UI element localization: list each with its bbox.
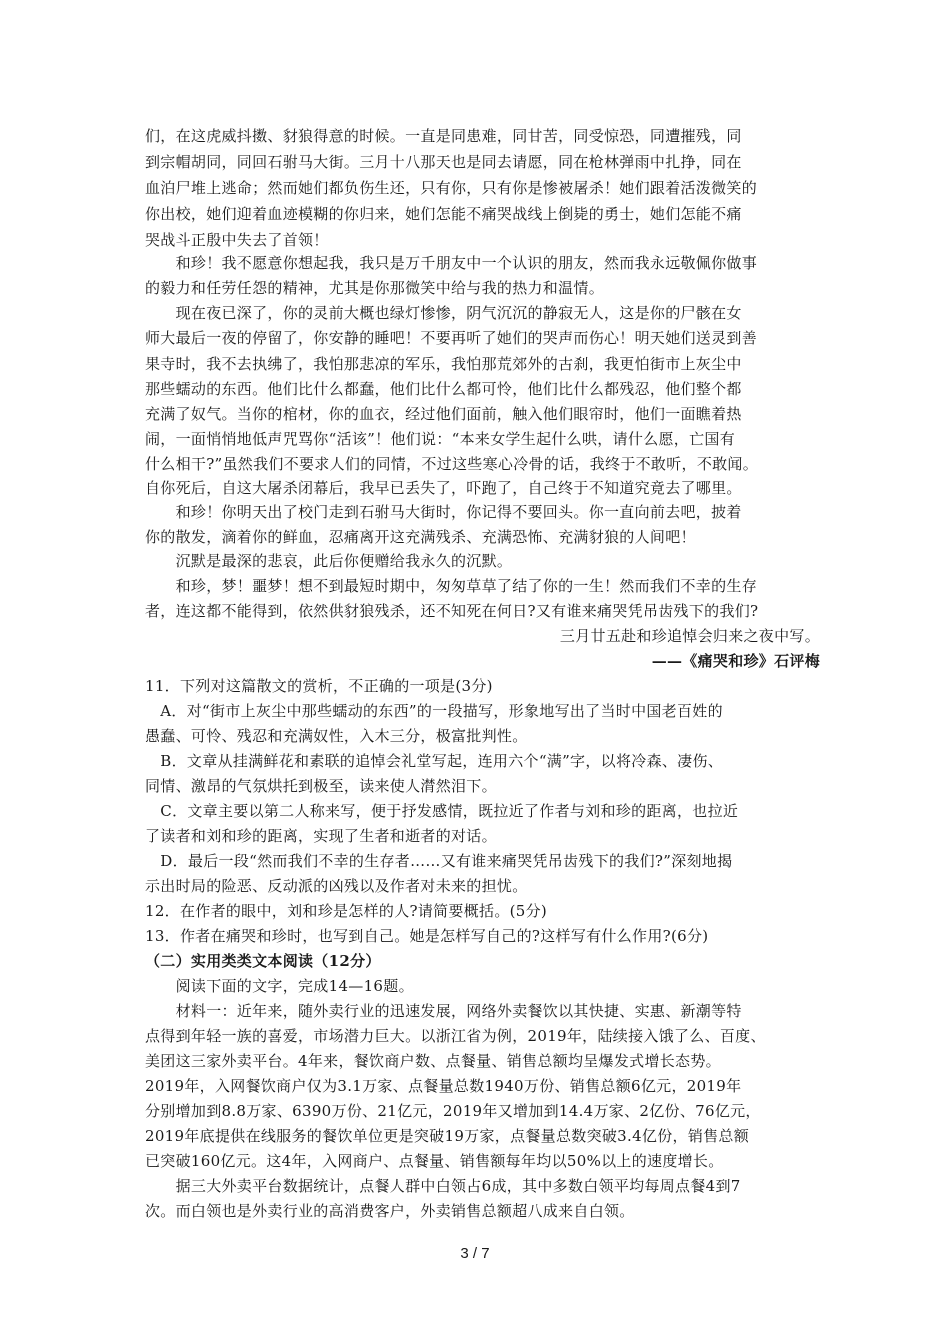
essay-line: 沉默是最深的悲哀，此后你便赠给我永久的沉默。 [145,552,513,570]
option-b-line: 同情、激昂的气氛烘托到极至，读来使人潸然泪下。 [145,777,497,795]
question-13: 13．作者在痛哭和珍时，也写到自己。她是怎样写自己的?这样写有什么作用?(6分) [145,927,709,945]
option-c-line: 了读者和刘和珍的距离，实现了生者和逝者的对话。 [145,827,497,845]
essay-line: 你出校，她们迎着血迹模糊的你归来，她们怎能不痛哭战线上倒毙的勇士，她们怎能不痛 [145,205,742,223]
essay-line: 现在夜已深了，你的灵前大概也绿灯惨惨，阴气沉沉的静寂无人，这是你的尸骸在女 [145,304,742,322]
essay-line: 果寺时，我不去执绋了，我怕那悲凉的军乐，我怕那荒郊外的古刹，我更怕街市上灰尘中 [145,355,742,373]
material-line: 2019年，入网餐饮商户仅为3.1万家、点餐量总数1940万份、销售总额6亿元，2019年 [145,1077,742,1095]
question-11: 11．下列对这篇散文的赏析，不正确的一项是(3分) [145,677,493,695]
essay-line: 师大最后一夜的停留了，你安静的睡吧！不要再听了她们的哭声而伤心！明天她们送灵到善 [145,329,758,347]
material-line: 点得到年轻一族的喜爱，市场潜力巨大。以浙江省为例，2019年，陆续接入饿了么、百度、 [145,1027,766,1045]
material-line: 分别增加到8.8万家、6390万份、21亿元，2019年又增加到14.4万家、2亿份、76亿元， [145,1102,761,1120]
section-instruction: 阅读下面的文字，完成14—16题。 [145,977,414,995]
material-line: 材料一：近年来，随外卖行业的迅速发展，网络外卖餐饮以其快捷、实惠、新潮等特 [145,1002,742,1020]
essay-date-line: 三月廿五赴和珍追悼会归来之夜中写。 [559,627,820,645]
essay-source: ——《痛哭和珍》石评梅 [651,652,820,670]
essay-line: 的毅力和任劳任怨的精神，尤其是你那微笑中给与我的热力和温情。 [145,279,605,297]
material-line: 2019年底提供在线服务的餐饮单位更是突破19万家，点餐量总数突破3.4亿份，销售总额 [145,1127,750,1145]
section-heading: （二）实用类类文本阅读（12分） [145,952,381,970]
option-a-line: 愚蠢、可怜、残忍和充满奴性，入木三分，极富批判性。 [145,727,528,745]
essay-line: 和珍，梦！噩梦！想不到最短时期中，匆匆草草了结了你的一生！然而我们不幸的生存 [145,577,758,595]
essay-line: 闹，一面悄悄地低声咒骂你“活该”！他们说：“本来女学生起什么哄，请什么愿，亡国有 [145,430,736,448]
option-b-line: B．文章从挂满鲜花和素联的追悼会礼堂写起，连用六个“满”字，以将冷森、凄伤、 [145,752,724,770]
material-line: 美团这三家外卖平台。4年来，餐饮商户数、点餐量、销售总额均呈爆发式增长态势。 [145,1052,721,1070]
essay-line: 充满了奴气。当你的棺材，你的血衣，经过他们面前，触入他们眼帘时，他们一面瞧着热 [145,405,742,423]
material-line: 已突破160亿元。这4年，入网商户、点餐量、销售额每年均以50%以上的速度增长。 [145,1152,724,1170]
essay-line: 和珍！我不愿意你想起我，我只是万千朋友中一个认识的朋友，然而我永远敬佩你做事 [145,254,758,272]
essay-line: 什么相干?”虽然我们不要求人们的同情，不过这些寒心冷骨的话，我终于不敢听，不敢闻。 [145,455,759,473]
question-12: 12．在作者的眼中，刘和珍是怎样的人?请简要概括。(5分) [145,902,548,920]
option-d-line: 示出时局的险恶、反动派的凶残以及作者对未来的担忧。 [145,877,528,895]
essay-line: 和珍！你明天出了校门走到石驸马大街时，你记得不要回头。你一直向前去吧，披着 [145,503,742,521]
essay-line: 自你死后，自这大屠杀闭幕后，我早已丢失了，吓跑了，自己终于不知道究竟去了哪里。 [145,479,742,497]
essay-line: 者，连这都不能得到，依然供豺狼残杀，还不知死在何日?又有谁来痛哭凭吊齿残下的我们? [145,602,759,620]
option-a-line: A．对“街市上灰尘中那些蠕动的东西”的一段描写，形象地写出了当时中国老百姓的 [145,702,723,720]
essay-line: 们，在这虎威抖擞、豺狼得意的时候。一直是同患难，同甘苦，同受惊恐，同遭摧残，同 [145,127,742,145]
essay-line: 血泊尸堆上逃命；然而她们都负伤生还，只有你，只有你是惨被屠杀！她们跟着活泼微笑的 [145,179,758,197]
essay-line: 哭战斗正殷中失去了首领！ [145,231,329,249]
essay-line: 那些蠕动的东西。他们比什么都蠢，他们比什么都可怜，他们比什么都残忍，他们整个都 [145,380,742,398]
page-number: 3 / 7 [460,1245,490,1262]
option-c-line: C．文章主要以第二人称来写，便于抒发感情，既拉近了作者与刘和珍的距离，也拉近 [145,802,739,820]
material-line: 据三大外卖平台数据统计，点餐人群中白领占6成，其中多数白领平均每周点餐4到7 [145,1177,741,1195]
option-d-line: D．最后一段“然而我们不幸的生存者……又有谁来痛哭凭吊齿残下的我们?”深刻地揭 [145,852,733,870]
essay-line: 你的散发，滴着你的鲜血，忍痛离开这充满残杀、充满恐怖、充满豺狼的人间吧！ [145,528,696,546]
material-line: 次。而白领也是外卖行业的高消费客户，外卖销售总额超八成来自白领。 [145,1202,635,1220]
essay-line: 到宗帽胡同，同回石驸马大街。三月十八那天也是同去请愿，同在枪林弹雨中扎挣，同在 [145,153,742,171]
